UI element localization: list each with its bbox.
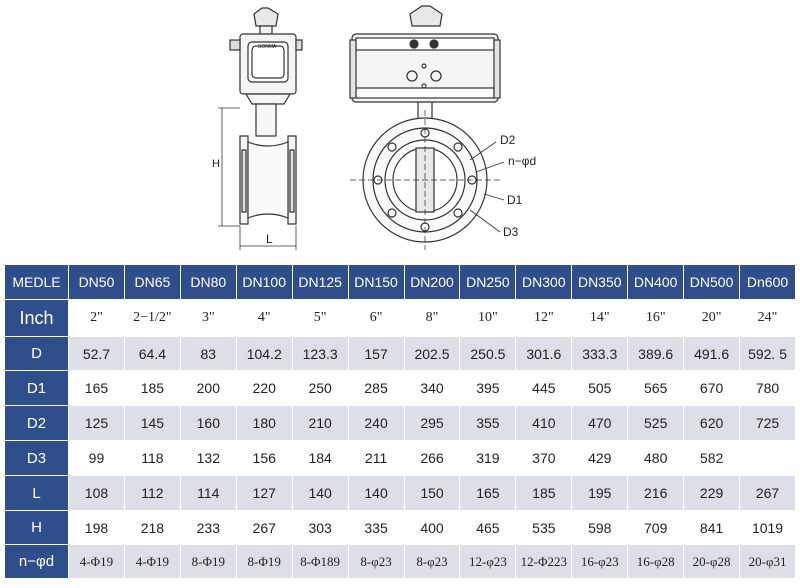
table-cell: 185: [124, 371, 180, 406]
table-cell: 335: [348, 511, 404, 545]
table-cell: 160: [180, 406, 236, 441]
table-cell: 184: [292, 441, 348, 476]
table-cell: 64.4: [124, 337, 180, 371]
table-cell: 210: [292, 406, 348, 441]
label-h: H: [212, 158, 220, 170]
column-header: DN300: [516, 265, 572, 300]
label-d2: D2: [500, 133, 516, 147]
table-cell: 250.5: [460, 337, 516, 371]
table-cell: 295: [404, 406, 460, 441]
label-n-phi-d: n−φd: [508, 154, 537, 168]
table-cell: 525: [628, 406, 684, 441]
table-cell: 395: [460, 371, 516, 406]
table-cell: 233: [180, 511, 236, 545]
table-cell: [740, 441, 796, 476]
column-header: Dn600: [740, 265, 796, 300]
row-label: D3: [5, 441, 69, 476]
table-cell: 123.3: [292, 337, 348, 371]
table-cell: 200: [180, 371, 236, 406]
table-cell: 250: [292, 371, 348, 406]
table-cell: 140: [348, 476, 404, 511]
table-cell: 505: [572, 371, 628, 406]
table-row: [5, 545, 796, 579]
table-cell: 20-φ31: [740, 545, 796, 579]
table-cell: 218: [124, 511, 180, 545]
table-cell: 582: [684, 441, 740, 476]
table-cell: 104.2: [236, 337, 292, 371]
table-cell: 592. 5: [740, 337, 796, 371]
table-row: [5, 511, 796, 545]
table-row: [5, 337, 796, 371]
table-cell: 620: [684, 406, 740, 441]
table-cell: 8-φ23: [348, 545, 404, 579]
table-cell: 24": [740, 300, 796, 337]
technical-drawing: [0, 0, 800, 262]
table-cell: 220: [236, 371, 292, 406]
table-cell: 145: [124, 406, 180, 441]
table-cell: 20": [684, 300, 740, 337]
table-cell: 465: [460, 511, 516, 545]
table-cell: 8": [404, 300, 460, 337]
table-cell: 565: [628, 371, 684, 406]
table-cell: 157: [348, 337, 404, 371]
table-cell: 108: [69, 476, 125, 511]
table-cell: 400: [404, 511, 460, 545]
label-d3: D3: [503, 225, 519, 239]
table-cell: 841: [684, 511, 740, 545]
table-cell: 709: [628, 511, 684, 545]
side-view: [230, 8, 302, 224]
table-cell: 470: [572, 406, 628, 441]
table-cell: 8-Φ19: [236, 545, 292, 579]
table-cell: 16-φ28: [628, 545, 684, 579]
table-cell: 4-Φ19: [69, 545, 125, 579]
label-d1: D1: [507, 193, 523, 207]
valve-drawing-svg: [0, 0, 800, 262]
row-label: n−φd: [5, 545, 69, 579]
table-cell: 267: [236, 511, 292, 545]
table-cell: 165: [69, 371, 125, 406]
table-row: [5, 441, 796, 476]
corner-cell: MEDLE: [5, 265, 69, 300]
table-cell: 266: [404, 441, 460, 476]
table-cell: 598: [572, 511, 628, 545]
table-cell: 3": [180, 300, 236, 337]
table-cell: 355: [460, 406, 516, 441]
table-cell: 333.3: [572, 337, 628, 371]
table-cell: 150: [404, 476, 460, 511]
table-cell: 229: [684, 476, 740, 511]
row-label: D: [5, 337, 69, 371]
table-cell: 429: [572, 441, 628, 476]
nameplate-logo: SONMA: [258, 44, 277, 50]
table-cell: 211: [348, 441, 404, 476]
table-cell: 301.6: [516, 337, 572, 371]
table-cell: 112: [124, 476, 180, 511]
table-cell: 20-φ28: [684, 545, 740, 579]
table-cell: 780: [740, 371, 796, 406]
table-cell: 8-φ23: [404, 545, 460, 579]
column-header: DN50: [69, 265, 125, 300]
table-cell: 132: [180, 441, 236, 476]
column-header: DN350: [572, 265, 628, 300]
table-cell: 52.7: [69, 337, 125, 371]
table-cell: 303: [292, 511, 348, 545]
column-header: DN100: [236, 265, 292, 300]
table-cell: 2−1/2": [124, 300, 180, 337]
row-label: D2: [5, 406, 69, 441]
table-cell: 16": [628, 300, 684, 337]
table-cell: 670: [684, 371, 740, 406]
table-cell: 370: [516, 441, 572, 476]
table-cell: 125: [69, 406, 125, 441]
table-cell: 725: [740, 406, 796, 441]
table-cell: 114: [180, 476, 236, 511]
table-cell: 10": [460, 300, 516, 337]
row-label: H: [5, 511, 69, 545]
table-cell: 12": [516, 300, 572, 337]
table-cell: 5": [292, 300, 348, 337]
table-cell: 267: [740, 476, 796, 511]
table-cell: 240: [348, 406, 404, 441]
table-cell: 195: [572, 476, 628, 511]
table-cell: 389.6: [628, 337, 684, 371]
table-cell: 8-Φ189: [292, 545, 348, 579]
table-cell: 319: [460, 441, 516, 476]
table-cell: 445: [516, 371, 572, 406]
column-header: DN80: [180, 265, 236, 300]
table-cell: 216: [628, 476, 684, 511]
table-cell: 2": [69, 300, 125, 337]
table-cell: 14": [572, 300, 628, 337]
table-cell: 165: [460, 476, 516, 511]
spec-table: [4, 264, 796, 579]
column-header: DN400: [628, 265, 684, 300]
table-cell: 140: [292, 476, 348, 511]
column-header: DN500: [684, 265, 740, 300]
table-cell: 156: [236, 441, 292, 476]
table-cell: 198: [69, 511, 125, 545]
label-l: L: [266, 232, 273, 246]
table-cell: 180: [236, 406, 292, 441]
column-header: DN65: [124, 265, 180, 300]
table-row: [5, 371, 796, 406]
table-cell: 480: [628, 441, 684, 476]
table-cell: 118: [124, 441, 180, 476]
table-cell: 6": [348, 300, 404, 337]
table-cell: 4": [236, 300, 292, 337]
column-header: DN150: [348, 265, 404, 300]
column-header: DN125: [292, 265, 348, 300]
table-cell: 410: [516, 406, 572, 441]
row-label: Inch: [5, 300, 69, 337]
table-row: [5, 300, 796, 337]
table-row: [5, 406, 796, 441]
table-cell: 1019: [740, 511, 796, 545]
table-cell: 12-φ23: [460, 545, 516, 579]
table-cell: 12-Φ223: [516, 545, 572, 579]
table-row: [5, 476, 796, 511]
table-cell: 535: [516, 511, 572, 545]
spec-table-body: [5, 265, 796, 579]
table-cell: 8-Φ19: [180, 545, 236, 579]
table-cell: 4-Φ19: [124, 545, 180, 579]
table-cell: 16-φ23: [572, 545, 628, 579]
table-cell: 202.5: [404, 337, 460, 371]
row-label: L: [5, 476, 69, 511]
table-cell: 127: [236, 476, 292, 511]
table-cell: 83: [180, 337, 236, 371]
row-label: D1: [5, 371, 69, 406]
table-cell: 285: [348, 371, 404, 406]
column-header: DN200: [404, 265, 460, 300]
table-cell: 99: [69, 441, 125, 476]
table-cell: 340: [404, 371, 460, 406]
column-header: DN250: [460, 265, 516, 300]
table-cell: 185: [516, 476, 572, 511]
table-cell: 491.6: [684, 337, 740, 371]
table-header-row: [5, 265, 796, 300]
